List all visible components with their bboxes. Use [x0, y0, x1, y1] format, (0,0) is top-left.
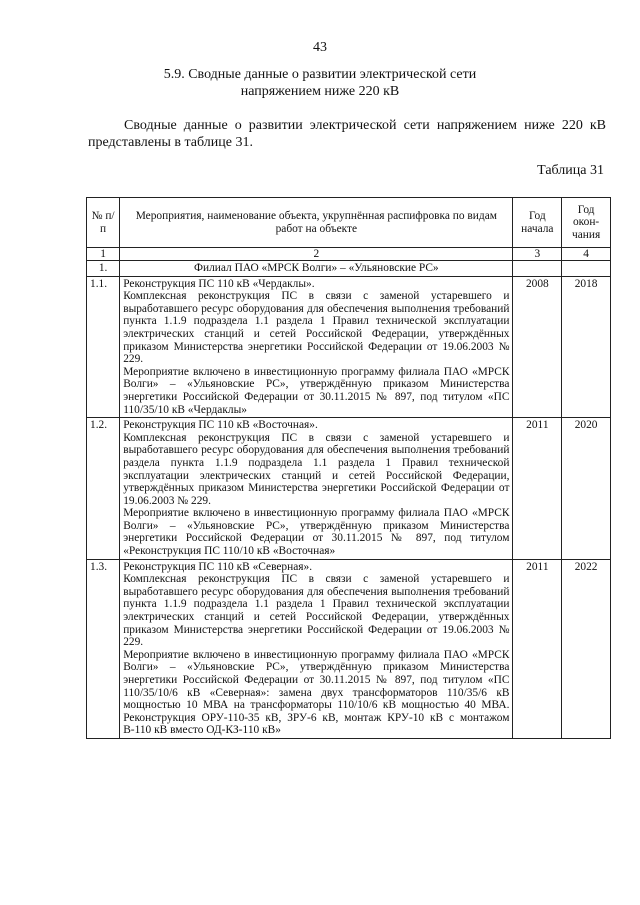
row-description: [120, 276, 513, 418]
row-title: Реконструкция ПС 110 кВ «Восточная».: [123, 419, 318, 432]
row-num: 1.2.: [87, 418, 120, 560]
table-row: [87, 276, 611, 418]
row-title: Реконструкция ПС 110 кВ «Чердаклы».: [123, 277, 315, 290]
row-description: [120, 418, 513, 560]
section-title-line2: напряжением ниже 220 кВ: [240, 84, 400, 99]
row-start-year: 2011: [513, 418, 562, 560]
intro-paragraph: [88, 117, 606, 151]
group-num: 1.: [87, 261, 120, 277]
row-end-year: 2022: [562, 559, 611, 738]
row-num: 1.1.: [87, 276, 120, 418]
group-row: [87, 261, 611, 277]
column-number-row: [87, 248, 611, 261]
table-row: [87, 559, 611, 738]
table-header-row: [87, 198, 611, 248]
summary-table: [86, 197, 611, 739]
row-paragraph: Комплексная реконструкция ПС в связи с заменой устаревшего и выработавшего ресурс оборудования для обеспечения выполнения требований раздела пункта 1.1.9 подраздела 1.1 раздела 1 Правил технической эксплуатации электрических станций и сетей Российской Федерации, утверждённых приказом Министерства энергетики Российской Федерации от 19.06.2003 № 229.: [123, 431, 510, 507]
group-end-year: [562, 261, 611, 277]
row-paragraph: Комплексная реконструкция ПС в связи с заменой устаревшего и выработавшего ресурс оборудования для обеспечения выполнения требований пункта 1.1.9 подраздела 1.1 раздела 1 Правил технической эксплуатации электрических станций и сетей Российской Федерации, утверждённых приказом Министерства энергетики Российской Федерации от 19.06.2003 № 229.: [123, 290, 510, 366]
row-description: [120, 559, 513, 738]
header-desc: Мероприятия, наименование объекта, укрупнённая распифровка по видам работ на объекте: [120, 198, 513, 248]
table-label: Таблица 31: [537, 163, 604, 178]
header-num: № п/п: [87, 198, 120, 248]
column-number: 3: [513, 248, 562, 261]
header-end-year: Год окон-чания: [562, 198, 611, 248]
row-end-year: 2018: [562, 276, 611, 418]
table-row: [87, 418, 611, 560]
row-num: 1.3.: [87, 559, 120, 738]
row-start-year: 2008: [513, 276, 562, 418]
section-title-line1: 5.9. Сводные данные о развитии электрической сети: [163, 67, 477, 82]
row-paragraph: Комплексная реконструкция ПС в связи с заменой устаревшего и выработавшего ресурс оборудования для обеспечения выполнения требований пункта 1.1.9 подраздела 1.1 раздела 1 Правил технической эксплуатации электрических станций и сетей Российской Федерации, утверждённых приказом Министерства энергетики Российской Федерации от 19.06.2003 № 229.: [123, 573, 510, 649]
row-paragraph: Мероприятие включено в инвестиционную программу филиала ПАО «МРСК Волги» – «Ульяновские РС», утверждённую приказом Министерства энергетики Российской Федерации от 30.11.2015 № 897, под титулом «ПС 110/35/10/6 кВ «Северная»: замена двух трансформаторов 110/35/6 кВ мощностью 10 МВА на трансформаторы 110/10/6 кВ мощностью 40 МВА. Реконструкция ОРУ-110-35 кВ, ЗРУ-6 кВ, монтаж КРУ-10 кВ с монтажом В-110 кВ вместо ОД-КЗ-110 кВ»: [123, 648, 510, 737]
row-paragraph: Мероприятие включено в инвестиционную программу филиала ПАО «МРСК Волги» – «Ульяновские РС», утверждённую приказом Министерства энергетики Российской Федерации от 30.11.2015 № 897, под титулом «ПС 110/35/10 кВ «Чердаклы»: [123, 365, 510, 416]
group-title: Филиал ПАО «МРСК Волги» – «Ульяновские РС»: [120, 261, 513, 277]
row-title: Реконструкция ПС 110 кВ «Северная».: [123, 560, 313, 573]
intro-text: Сводные данные о развитии электрической сети напряжением ниже 220 кВ представлены в таблице 31.: [88, 118, 606, 150]
column-number: 1: [87, 248, 120, 261]
group-start-year: [513, 261, 562, 277]
row-start-year: 2011: [513, 559, 562, 738]
row-paragraph: Мероприятие включено в инвестиционную программу филиала ПАО «МРСК Волги» – «Ульяновские РС», утверждённую приказом Министерства энергетики Российской Федерации от 30.11.2015 № 897, под титулом «Реконструкция ПС 110/10 кВ «Восточная»: [123, 507, 510, 558]
column-number: 4: [562, 248, 611, 261]
header-start-year: Год начала: [513, 198, 562, 248]
row-end-year: 2020: [562, 418, 611, 560]
section-heading: [0, 66, 640, 100]
column-number: 2: [120, 248, 513, 261]
page-number: 43: [313, 40, 327, 55]
